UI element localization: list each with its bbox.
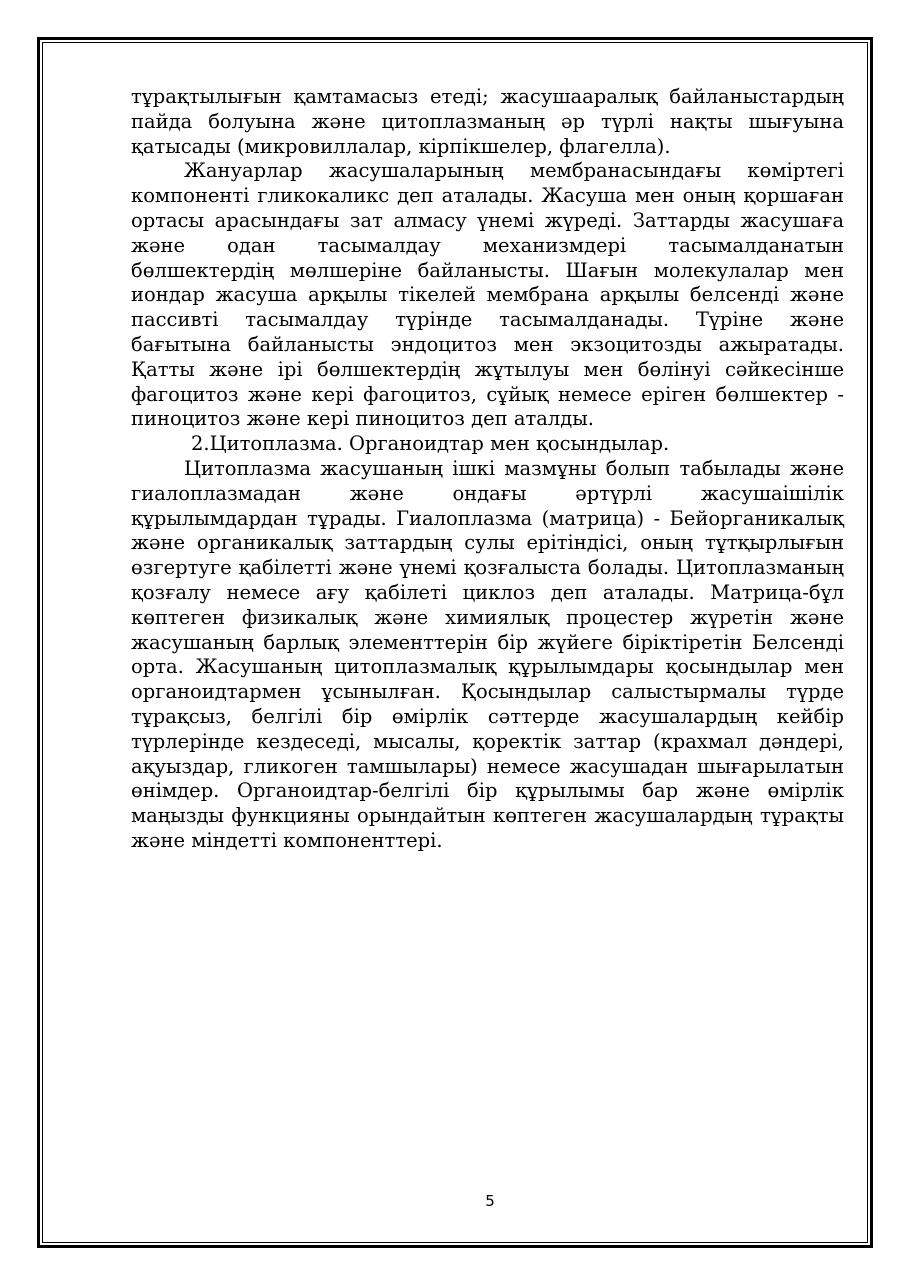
document-body <box>131 85 844 854</box>
paragraph-continuation: тұрақтылығын қамтамасыз етеді; жасушааралық байланыстардың пайда болуына және цитоплазманың әр түрлі нақты шығуына қатысады (микровиллалар, кірпікшелер, флагелла). <box>131 85 844 158</box>
section-heading: 2.Цитоплазма. Органоидтар мен қосындылар. <box>191 432 670 456</box>
page-number: 5 <box>485 1192 495 1210</box>
paragraph-cytoplasm: Цитоплазма жасушаның ішкі мазмұны болып табылады және гиалоплазмадан және ондағы әртүрлі жасушаішілік құрылымдардан тұрады. Гиалоплазма (матрица) - Бейорганикалық және органикалық заттардың сулы ерітіндісі, оның тұтқырлығын өзгертуге қабілетті және үнемі қозғалыста болады. Цитоплазманың қозғалу немесе ағу қабілеті циклоз деп аталады. Матрица-бұл көптеген физикалық және химиялық процестер жүретін және жасушаның барлық элементтерін бір жүйеге біріктіретін Белсенді орта. Жасушаның цитоплазмалық құрылымдары қосындылар мен органоидтармен ұсынылған. Қосындылар салыстырмалы түрде тұрақсыз, белгілі бір өмірлік сәттерде жасушалардың кейбір түрлерінде кездеседі, мысалы, қоректік заттар (крахмал дәндері, ақуыздар, гликоген тамшылары) немесе жасушадан шығарылатын өнімдер. Органоидтар-белгілі бір құрылымы бар және өмірлік маңызды функцияны орындайтын көптеген жасушалардың тұрақты және міндетті компоненттері. <box>131 456 844 852</box>
paragraph-glycocalyx: Жануарлар жасушаларының мембранасындағы көміртегі компоненті гликокаликс деп аталады. Жасуша мен оның қоршаған ортасы арасындағы зат алмасу үнемі жүреді. Заттарды жасушаға және одан тасымалдау механизмдері тасымалданатын бөлшектердің мөлшеріне байланысты. Шағын молекулалар мен иондар жасуша арқылы тікелей мембрана арқылы белсенді және пассивті тасымалдау түрінде тасымалданады. Түріне және бағытына байланысты эндоцитоз мен экзоцитозды ажыратады. Қатты және ірі бөлшектердің жұтылуы мен бөлінуі сәйкесінше фагоцитоз және кері фагоцитоз, сұйық немесе еріген бөлшектер - пиноцитоз және кері пиноцитоз деп аталды. <box>131 159 844 431</box>
